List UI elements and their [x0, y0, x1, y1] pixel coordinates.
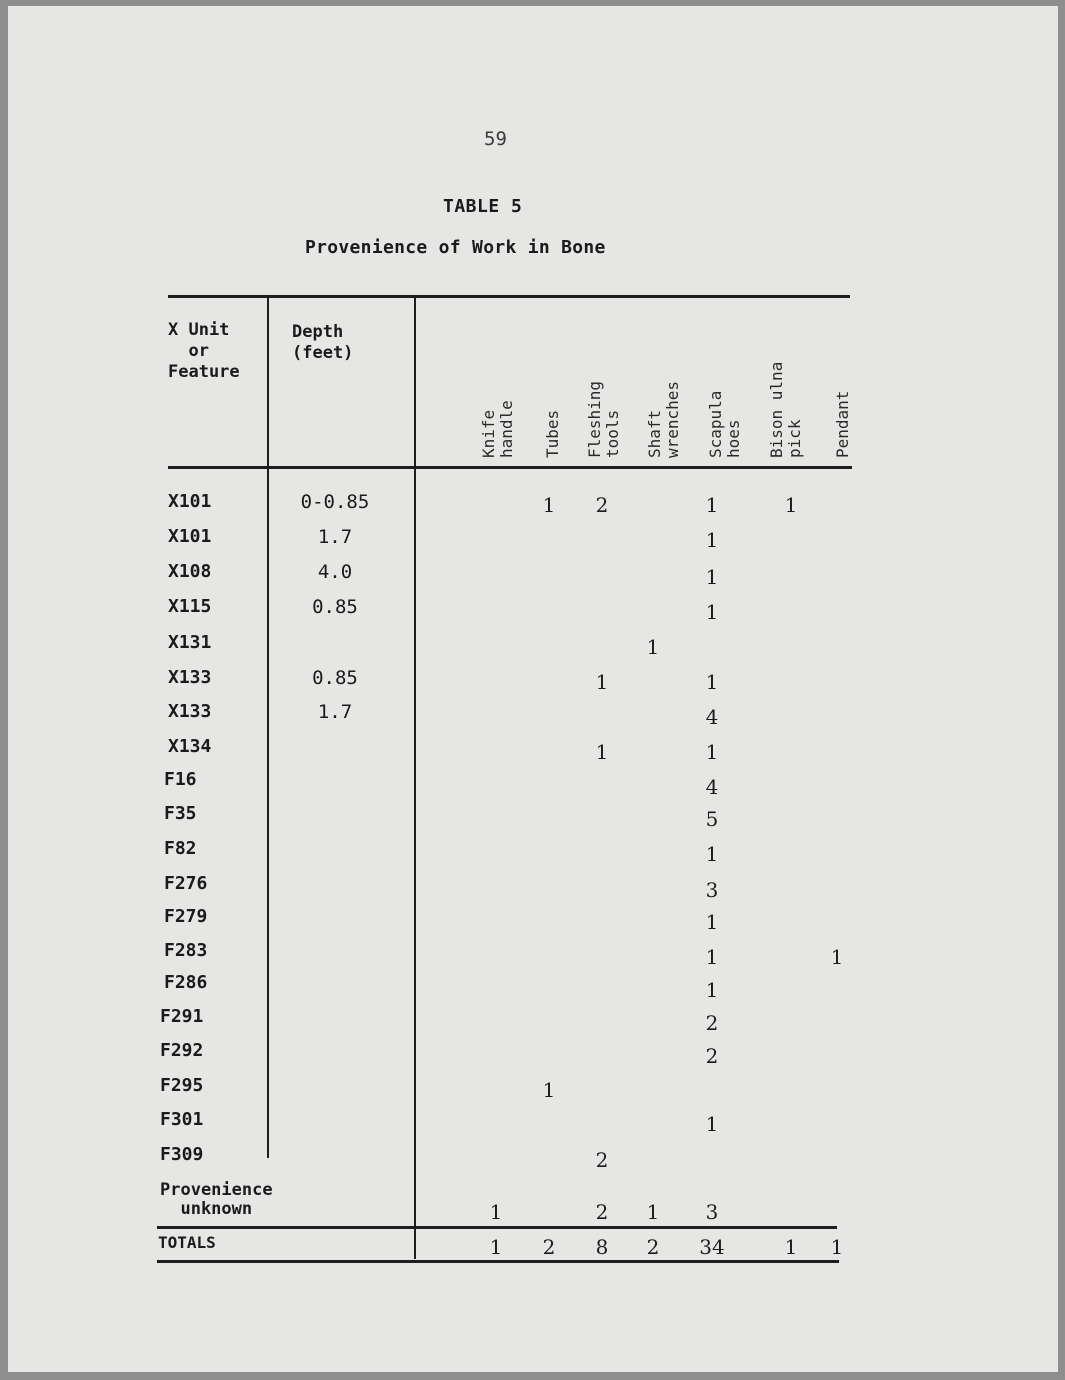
count-cell-scapula: 4 [705, 775, 719, 799]
page-number: 59 [484, 128, 507, 150]
count-cell-scapula: 1 [705, 493, 719, 517]
row-unit-label: F283 [164, 940, 208, 961]
total-cell-scapula: 34 [699, 1235, 725, 1259]
depth-column-header: Depth (feet) [292, 322, 354, 363]
count-cell-fleshing: 2 [595, 493, 609, 517]
row-unit-label: F279 [164, 906, 208, 927]
row-unit-label: F276 [164, 873, 208, 894]
count-cell-scapula: 1 [705, 600, 719, 624]
count-cell-scapula: 1 [705, 670, 719, 694]
row-unit-label: X131 [168, 632, 212, 653]
count-cell-tubes: 1 [542, 1078, 556, 1102]
row-unit-label: X101 [168, 526, 212, 547]
total-cell-fleshing: 8 [595, 1235, 609, 1259]
count-cell-scapula: 3 [705, 1200, 719, 1224]
bottom-rule [157, 1260, 839, 1263]
unit-column-header: X Unit or Feature [168, 320, 240, 382]
column-header-fleshing: Fleshing tools [585, 380, 622, 458]
total-cell-knife: 1 [489, 1235, 503, 1259]
row-unit-label: F35 [164, 803, 197, 824]
totals-label: TOTALS [158, 1233, 216, 1252]
row-depth-value: 0.85 [312, 596, 358, 618]
row-depth-value: 1.7 [317, 526, 353, 548]
unit-depth-divider [267, 297, 269, 1158]
count-cell-pendant: 1 [830, 945, 844, 969]
column-header-scapula: Scapula hoes [706, 390, 743, 458]
total-cell-shaft: 2 [646, 1235, 660, 1259]
count-cell-scapula: 1 [705, 565, 719, 589]
document-page [8, 6, 1058, 1372]
row-unit-label: F292 [160, 1040, 204, 1061]
depth-counts-divider [414, 297, 416, 1259]
total-cell-tubes: 2 [542, 1235, 556, 1259]
count-cell-fleshing: 1 [595, 670, 609, 694]
totals-rule [157, 1226, 837, 1229]
count-cell-fleshing: 1 [595, 740, 609, 764]
count-cell-scapula: 1 [705, 528, 719, 552]
row-depth-value: 1.7 [317, 701, 353, 723]
count-cell-scapula: 1 [705, 842, 719, 866]
row-depth-value: 0.85 [312, 667, 358, 689]
count-cell-scapula: 5 [705, 807, 719, 831]
column-header-bison: Bison ulna pick [767, 361, 804, 458]
table-number: TABLE 5 [443, 196, 523, 217]
row-unit-label: F309 [160, 1144, 204, 1165]
total-cell-bison: 1 [784, 1235, 798, 1259]
row-depth-value: 4.0 [317, 561, 353, 583]
count-cell-scapula: 1 [705, 945, 719, 969]
count-cell-tubes: 1 [542, 493, 556, 517]
count-cell-fleshing: 2 [595, 1148, 609, 1172]
count-cell-scapula: 4 [705, 705, 719, 729]
row-unit-label: F301 [160, 1109, 204, 1130]
column-header-knife: Knife handle [479, 400, 516, 458]
total-cell-pendant: 1 [830, 1235, 844, 1259]
row-unit-label: X101 [168, 491, 212, 512]
count-cell-fleshing: 2 [595, 1200, 609, 1224]
top-rule [168, 295, 850, 298]
count-cell-scapula: 2 [705, 1044, 719, 1068]
count-cell-scapula: 1 [705, 740, 719, 764]
column-header-pendant: Pendant [833, 390, 852, 458]
row-unit-label: X115 [168, 596, 212, 617]
row-unit-label: X133 [168, 701, 212, 722]
row-unit-label: F291 [160, 1006, 204, 1027]
column-header-tubes: Tubes [543, 409, 562, 458]
row-unit-label: X108 [168, 561, 212, 582]
row-unit-label: X133 [168, 667, 212, 688]
row-unit-label: Provenience unknown [160, 1180, 273, 1219]
count-cell-knife: 1 [489, 1200, 503, 1224]
count-cell-bison: 1 [784, 493, 798, 517]
row-unit-label: F82 [164, 838, 197, 859]
count-cell-scapula: 2 [705, 1011, 719, 1035]
count-cell-shaft: 1 [646, 1200, 660, 1224]
table-title: Provenience of Work in Bone [305, 237, 606, 258]
count-cell-scapula: 1 [705, 978, 719, 1002]
header-rule [168, 466, 852, 469]
count-cell-shaft: 1 [646, 635, 660, 659]
count-cell-scapula: 1 [705, 910, 719, 934]
row-unit-label: F16 [164, 769, 197, 790]
count-cell-scapula: 3 [705, 878, 719, 902]
row-depth-value: 0-0.85 [300, 491, 370, 513]
row-unit-label: F295 [160, 1075, 204, 1096]
row-unit-label: F286 [164, 972, 208, 993]
column-header-shaft: Shaft wrenches [645, 380, 682, 458]
count-cell-scapula: 1 [705, 1112, 719, 1136]
row-unit-label: X134 [168, 736, 212, 757]
